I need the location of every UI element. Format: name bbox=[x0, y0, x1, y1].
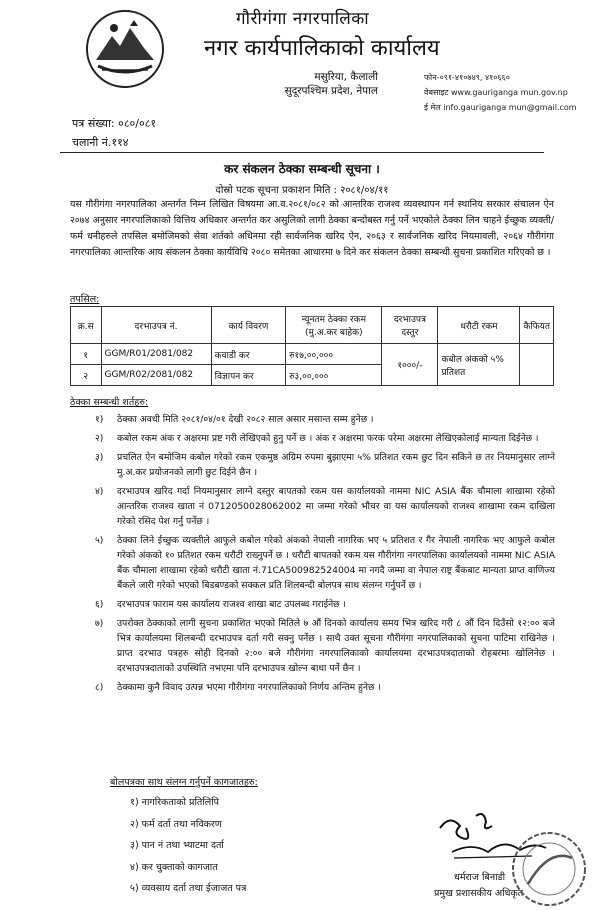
dispatch-number: चलानी नं.११४ bbox=[72, 136, 129, 149]
col-bid-no: दरभाउपत्र नं. bbox=[101, 307, 211, 344]
row-work: विज्ञापन कर bbox=[211, 365, 286, 386]
row-sn: २ bbox=[71, 365, 102, 386]
bid-fee-cell: १०००/- bbox=[382, 344, 438, 386]
table-row bbox=[71, 344, 554, 365]
condition-item bbox=[95, 597, 555, 612]
condition-item bbox=[95, 484, 555, 529]
col-work: कार्य विवरण bbox=[211, 307, 286, 344]
row-bid-no: GGM/R01/2081/082 bbox=[101, 344, 211, 365]
condition-number: ४) bbox=[95, 486, 104, 497]
office-name: नगर कार्यपालिकाको कार्यालय bbox=[204, 36, 440, 61]
list-item: २) फर्म दर्ता तथा नविकरण bbox=[130, 818, 222, 830]
col-fee: दरभाउपत्र दस्तुर bbox=[382, 307, 438, 344]
tender-table bbox=[70, 306, 554, 386]
nepal-emblem-logo bbox=[84, 8, 166, 90]
row-sn: १ bbox=[71, 344, 102, 365]
condition-number: ८) bbox=[95, 682, 104, 693]
address-line-1: मसुरिया, कैलाली bbox=[314, 71, 378, 83]
condition-text: उपरोक्त ठेक्काको लागी सुचना प्रकाशित भएको मितिले ७ औं दिनको कार्यालय समय भित्र खरिद गरी ८ औं दिन दिउँसो १२:०० बजे भित्र कार्यालयमा शिलबन्दी दरभाउपत्र दर्ता गरी सक्नु पर्नेछ । साथै उक्त सूचना गौरीगंगा नगरपालिकाको सुचना पाटिमा राखिनेछ । प्राप्त दरभाउ पत्रहरु सोही दिनको २:०० बजे गौरीगंगा नगरपालिकाको कार्यालयमा दरभाउपत्रदाताको रोहबरमा खोलिनेछ । दरभाउपत्रदाताको उपस्थिति नभएमा पनि दरभाउपत्र खोल्न बाधा पर्ने छैन । bbox=[117, 618, 555, 674]
condition-number: ३) bbox=[95, 452, 104, 463]
conditions-title: ठेक्का सम्बन्धी शर्तहरु: bbox=[70, 397, 149, 408]
col-deposit: धरौटी रकम bbox=[438, 307, 520, 344]
remarks-cell bbox=[520, 344, 554, 386]
notice-title: कर संकलन ठेक्का सम्बन्धी सूचना । bbox=[224, 162, 380, 176]
office-stamp bbox=[508, 828, 590, 910]
condition-item bbox=[95, 533, 555, 593]
condition-number: ५) bbox=[95, 535, 104, 546]
notice-intro: यस गौरीगंगा नगरपालिका अन्तर्गत निम्न लिखित विषयमा आ.व.२०८१/०८२ को आन्तरिक राजश्व व्यवस्थापन गर्न स्थानिय सरकार संचालन ऐन २०७४ अनुसार नगरपालिकाको वित्तिय अधिकार अन्तर्गत कर असुलिको लागी ठेक्का बन्दोबस्त गर्नु पर्ने भएकोले ठेक्का लिन चाहने ईच्छुक व्यक्ती/फर्म धनीहरुले तपसिल बमोजिमको सेवा शर्तको अधिनमा रही सार्वजनिक खरिद ऐन, २०६३ र सार्वजनिक खरिद नियमावली, २०६४ गौरीगंगा नगरपालिका आन्तरिक आय संकलन ठेक्का कार्यविधि २०८० समेतका आधारमा ७ दिने कर संकलन ठेक्का सम्बन्धी सुचना प्रकाशित गरिएको छ । bbox=[70, 199, 554, 258]
condition-item bbox=[95, 412, 555, 427]
row-work: कवाडी कर bbox=[211, 344, 286, 365]
list-item: ४) कर चुक्ताको कागजात bbox=[130, 861, 218, 873]
col-remarks: कैफियत bbox=[520, 307, 554, 344]
notice-subtitle: दोस्रो पटक सूचना प्रकाशन मिति : २०८१/०४/११ bbox=[215, 185, 389, 196]
condition-text: दरभाउपत्र खरिद गर्दा नियमानुसार लाग्ने दस्तुर बापतको रकम यस कार्यालयको नाममा NIC ASIA बैंक चौमाला शाखामा रहेको आन्तरिक राजश्व खाता नं 0712050028062002 मा जम्मा गरेको भौचर वा यस कार्यालयको राजश्व शाखामा रकम दाखिला गरेको रसिद पेश गर्नु पर्नेछ । bbox=[117, 486, 555, 527]
municipality-name: गौरीगंगा नगरपालिका bbox=[236, 9, 370, 29]
row-amount: रु३,००,००० bbox=[286, 365, 382, 386]
col-sn: क्र.स bbox=[71, 307, 102, 344]
letter-number: पत्र संख्या: ०८०/०८१ bbox=[72, 117, 157, 130]
condition-item bbox=[95, 450, 555, 480]
condition-number: ७) bbox=[95, 618, 104, 629]
condition-number: २) bbox=[95, 433, 104, 444]
condition-number: १) bbox=[95, 414, 104, 425]
email-link[interactable]: ई मेल info.gauriganga mun@gmail.com bbox=[424, 103, 577, 112]
condition-text: प्रचलित ऐन बमोजिम कबोल गरेको रकम एकमुष्ठ अग्रिम रुपमा बुझाएमा ५% प्रतिशत रकम छुट दिन सकिने छ तर नियमानुसार लाग्ने मु.अ.कर प्रयोजनको लागी छुट दिईने छैन । bbox=[117, 452, 555, 478]
condition-number: ६) bbox=[95, 599, 104, 610]
deposit-cell: कबोल अंकको ५% प्रतिशत bbox=[438, 344, 520, 386]
office-address bbox=[250, 70, 378, 98]
address-line-2: सुदूरपश्चिम प्रदेश, नेपाल bbox=[284, 85, 378, 97]
header-divider bbox=[60, 152, 544, 153]
phone-number: फोन-०९१-४१०७४९, ४१०६६० bbox=[424, 73, 510, 82]
condition-text: कबोल रकम अंक र अक्षरमा प्रष्ट गरी लेखिएको हुनु पर्ने छ । अंक र अक्षरमा फरक परेमा अक्षरमा लेखिएकोलाई मान्यता दिईनेछ । bbox=[117, 433, 539, 444]
condition-text: ठेक्कामा कुनै विवाद उत्पन्न भएमा गौरीगंगा नगरपालिकाको निर्णय अन्तिम हुनेछ । bbox=[117, 682, 381, 693]
signatory-post: प्रमुख प्रशासकीय अधिकृत bbox=[434, 888, 524, 899]
conditions-list bbox=[95, 412, 555, 699]
row-amount: रु१७,००,००० bbox=[286, 344, 382, 365]
condition-text: दरभाउपत्र फाराम यस कार्यालय राजश्व शाखा बाट उपलब्ध गराईनेछ । bbox=[117, 599, 347, 610]
list-item: १) नागरिकताको प्रतिलिपि bbox=[130, 797, 220, 808]
row-bid-no: GGM/R02/2081/082 bbox=[101, 365, 211, 386]
website-link[interactable]: वेबसाइट www.gauriganga mun.gov.np bbox=[424, 88, 568, 97]
documents-list bbox=[130, 792, 246, 900]
condition-text: ठेक्का अवधी मिति २०८१/०४/०१ देखी २०८२ साल असार मसान्त सम्म हुनेछ । bbox=[117, 414, 374, 425]
condition-item bbox=[95, 431, 555, 446]
condition-item bbox=[95, 680, 555, 695]
signatory-name: धर्मराज बिनाडी bbox=[454, 872, 506, 883]
table-header-row bbox=[71, 307, 554, 344]
condition-item bbox=[95, 616, 555, 676]
schedule-label: तपसिल: bbox=[70, 294, 100, 305]
documents-title: बोलपत्रका साथ संलग्न गर्नुपर्ने कागजातहरु: bbox=[110, 777, 258, 788]
col-min-amount: न्यूनतम ठेक्का रकम (मु.अ.कर बाहेक) bbox=[286, 307, 382, 344]
list-item: ३) पान नं तथा भ्याटमा दर्ता bbox=[130, 840, 224, 851]
condition-text: ठेक्का लिने ईच्छुक व्यक्तीले आफुले कबोल गरेको अंकको नेपाली नागरिक भए ५ प्रतिशत र गैर नेपाली नागरिक भए आफुले कबोल गरेको अंकको १० प्रतिशत रकम धरौटी राख्नुपर्ने छ । धरौटी बापतको रकम यस गौरीगंगा नगरपालिका कार्यालयको नाममा NIC ASIA बैंक चौमाला शाखामा रहेको धरौटी खाता नं.71CA500982524004 मा नगदै जम्मा वा नेपाल राष्ट्र बैंकबाट मान्यता प्राप्त वाणिज्य बैंकले जारी गरेको भएको बिडबण्डको सक्कल प्रति शिलबन्दी बोलपत्र साथ संलग्न गर्नुपर्ने छ । bbox=[117, 535, 555, 591]
list-item: ५) व्यवसाय दर्ता तथा ईजाजत पत्र bbox=[130, 883, 247, 894]
contact-info bbox=[424, 70, 577, 115]
